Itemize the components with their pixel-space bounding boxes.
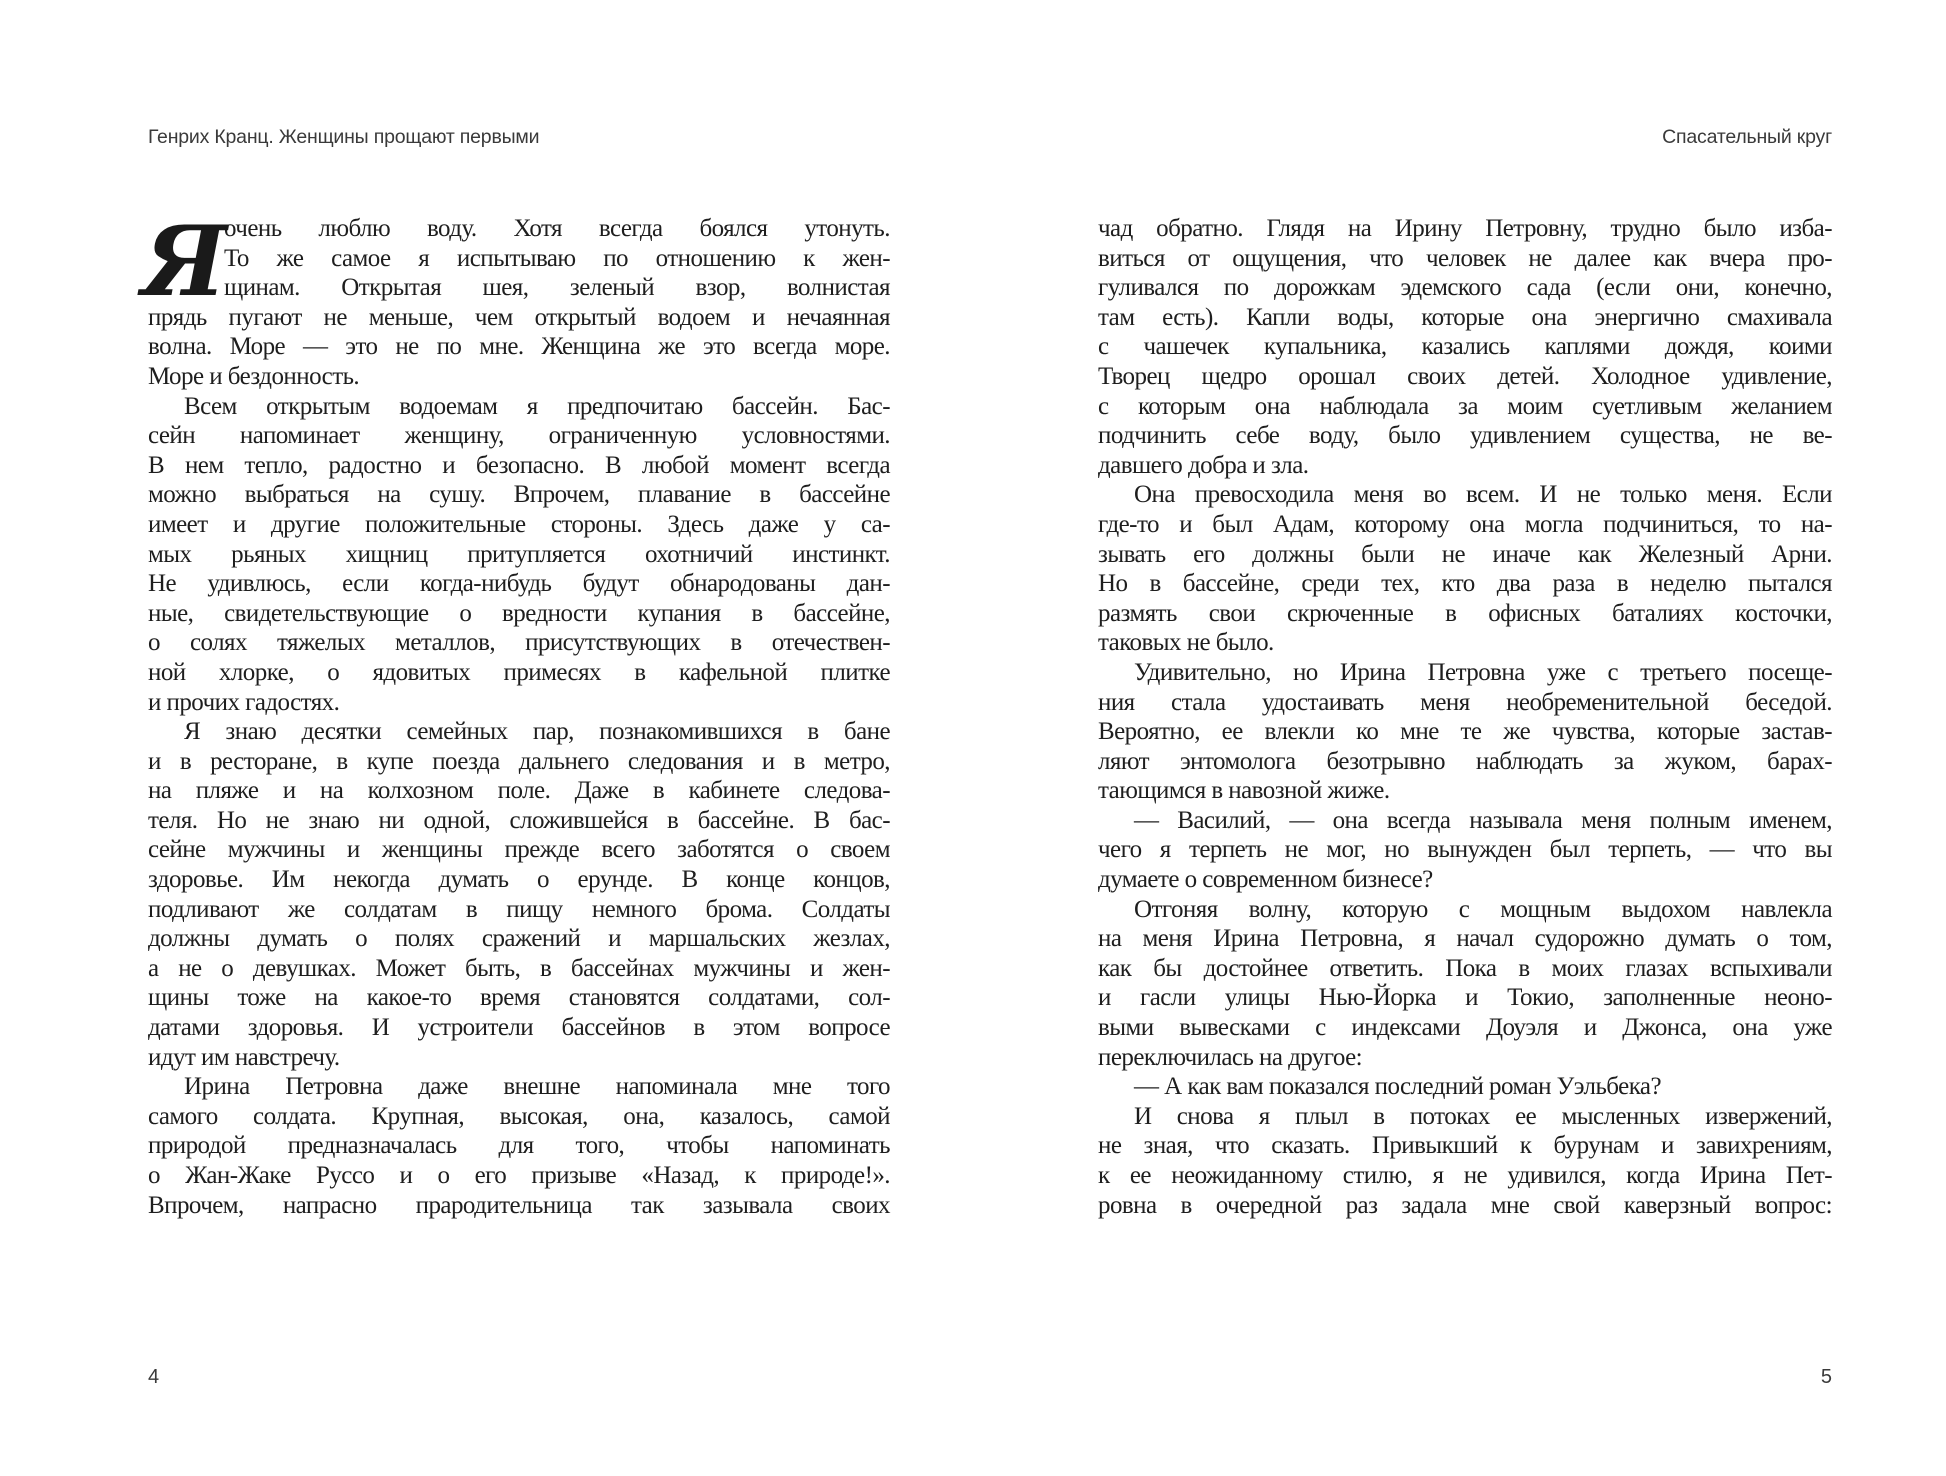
text-line: И снова я плыл в потоках ее мысленных извержений, bbox=[1134, 1102, 1832, 1130]
text-line: Вероятно, ее влекли ко мне те же чувства, которые застав- bbox=[1098, 718, 1832, 746]
text-line: выми вывесками с индексами Доуэля и Джонса, она уже bbox=[1098, 1014, 1832, 1042]
text-line: Не удивлюсь, если когда-нибудь будут обнародованы дан- bbox=[148, 570, 890, 598]
text-line: Удивительно, но Ирина Петровна уже с третьего посеще- bbox=[1134, 658, 1832, 686]
text-line: и прочих гадостях. bbox=[148, 688, 340, 716]
text-line: То же самое я испытываю по отношению к жен- bbox=[224, 244, 890, 272]
text-line: сейне мужчины и женщины прежде всего заботятся о своем bbox=[148, 836, 890, 864]
text-line: Творец щедро орошал своих детей. Холодное удивление, bbox=[1098, 362, 1832, 390]
text-line: давшего добра и зла. bbox=[1098, 451, 1309, 479]
text-line: самого солдата. Крупная, высокая, она, казалось, самой bbox=[148, 1102, 890, 1130]
text-line: где-то и был Адам, которому она могла подчиниться, то на- bbox=[1098, 510, 1832, 538]
text-line: должны думать о полях сражений и маршальских жезлах, bbox=[148, 925, 890, 953]
text-line: подливают же солдатам в пищу немного брома. Солдаты bbox=[148, 895, 890, 923]
text-line: с чашечек купальника, казались каплями дождя, коими bbox=[1098, 333, 1832, 361]
text-line: — Василий, — она всегда называла меня полным именем, bbox=[1134, 806, 1832, 834]
text-line: как бы достойнее ответить. Пока в моих глазах вспыхивали bbox=[1098, 954, 1832, 982]
text-line: чего я терпеть не мог, но вынужден был терпеть, — что вы bbox=[1098, 836, 1832, 864]
text-line: не зная, что сказать. Привыкший к бурунам и завихрениям, bbox=[1098, 1132, 1832, 1160]
text-line: на пляже и на колхозном поле. Даже в кабинете следова- bbox=[148, 777, 890, 805]
text-line: с которым она наблюдала за моим суетливым желанием bbox=[1098, 392, 1832, 420]
text-line: — А как вам показался последний роман Уэльбека? bbox=[1134, 1073, 1662, 1101]
text-line: тающимся в навозной жиже. bbox=[1098, 777, 1390, 805]
text-line: Она превосходила меня во всем. И не только меня. Если bbox=[1134, 481, 1832, 509]
text-line: щинам. Открытая шея, зеленый взор, волнистая bbox=[224, 274, 890, 302]
text-line: ной хлорке, о ядовитых примесях в кафельной плитке bbox=[148, 658, 890, 686]
text-line: а не о девушках. Может быть, в бассейнах мужчины и жен- bbox=[148, 954, 890, 982]
text-line: чад обратно. Глядя на Ирину Петровну, трудно было изба- bbox=[1098, 215, 1832, 242]
drop-cap: Я bbox=[142, 205, 227, 318]
text-line: идут им навстречу. bbox=[148, 1043, 340, 1071]
body-text-right bbox=[1098, 214, 1832, 1220]
text-line: и в ресторане, в купе поезда дальнего следования и в метро, bbox=[148, 747, 890, 775]
text-line: В нем тепло, радостно и безопасно. В любой момент всегда bbox=[148, 451, 890, 479]
text-line: здоровье. Им некогда думать о ерунде. В конце концов, bbox=[148, 866, 890, 894]
text-line: Но в бассейне, среди тех, кто два раза в неделю пытался bbox=[1098, 570, 1832, 598]
running-head-author-title: Генрих Кранц. Женщины прощают первыми bbox=[148, 126, 540, 148]
text-line: на меня Ирина Петровна, я начал судорожно думать о том, bbox=[1098, 925, 1832, 953]
page-number: 5 bbox=[1820, 1366, 1832, 1388]
left-page bbox=[142, 0, 890, 1476]
page-number: 4 bbox=[148, 1366, 160, 1388]
text-line: ния стала удостаивать меня необременительной беседой. bbox=[1098, 688, 1832, 716]
text-line: ляют энтомолога безотрывно наблюдать за жуком, барах- bbox=[1098, 747, 1832, 775]
text-line: и гасли улицы Нью-Йорка и Токио, заполненные неоно- bbox=[1098, 984, 1832, 1012]
text-line: прядь пугают не меньше, чем открытый водоем и нечаянная bbox=[148, 303, 890, 331]
text-line: зывать его должны были не иначе как Железный Арни. bbox=[1098, 540, 1832, 568]
text-line: таковых не было. bbox=[1098, 629, 1274, 657]
text-line: датами здоровья. И устроители бассейнов в этом вопросе bbox=[148, 1014, 890, 1042]
text-line: волна. Море — это не по мне. Женщина же это всегда море. bbox=[148, 333, 890, 361]
text-line: ные, свидетельствующие о вредности купания в бассейне, bbox=[148, 599, 890, 627]
text-line: Впрочем, напрасно прародительница так зазывала своих bbox=[148, 1191, 890, 1219]
text-line: там есть). Капли воды, которые она энергично смахивала bbox=[1098, 303, 1832, 331]
text-line: виться от ощущения, что человек не далее как вчера про- bbox=[1098, 244, 1832, 272]
text-line: природой предназначалась для того, чтобы напоминать bbox=[148, 1132, 890, 1160]
text-line: мых рьяных хищниц притупляется охотничий инстинкт. bbox=[148, 540, 890, 568]
text-line: сейн напоминает женщину, ограниченную условностями. bbox=[148, 422, 890, 450]
text-line: Всем открытым водоемам я предпочитаю бассейн. Бас- bbox=[184, 392, 890, 420]
text-line: Отгоняя волну, которую с мощным выдохом навлекла bbox=[1134, 895, 1832, 923]
text-line: щины тоже на какое-то время становятся солдатами, сол- bbox=[148, 984, 890, 1012]
text-line: думаете о современном бизнесе? bbox=[1098, 866, 1433, 894]
text-line: о Жан-Жаке Руссо и о его призыве «Назад, к природе!». bbox=[148, 1162, 890, 1189]
text-line: очень люблю воду. Хотя всегда боялся утонуть. bbox=[224, 215, 890, 242]
text-line: Я знаю десятки семейных пар, познакомившихся в бане bbox=[184, 718, 890, 746]
running-head-chapter-title: Спасательный круг bbox=[1662, 126, 1832, 148]
text-line: Ирина Петровна даже внешне напоминала мне того bbox=[184, 1073, 890, 1101]
text-line: подчинить себе воду, было удивлением существа, не ве- bbox=[1098, 422, 1832, 450]
text-line: ровна в очередной раз задала мне свой каверзный вопрос: bbox=[1098, 1191, 1832, 1219]
right-page bbox=[1098, 0, 1832, 1476]
text-line: гуливался по дорожкам эдемского сада (если они, конечно, bbox=[1098, 274, 1832, 302]
text-line: к ее неожиданному стилю, я не удивился, когда Ирина Пет- bbox=[1098, 1162, 1832, 1189]
text-line: размять свои скрюченные в офисных баталиях косточки, bbox=[1098, 599, 1832, 627]
text-line: Море и бездонность. bbox=[148, 362, 360, 390]
text-line: имеет и другие положительные стороны. Здесь даже у са- bbox=[148, 510, 890, 538]
text-line: переключилась на другое: bbox=[1098, 1043, 1363, 1071]
text-line: теля. Но не знаю ни одной, сложившейся в бассейне. В бас- bbox=[148, 806, 890, 834]
text-line: о солях тяжелых металлов, присутствующих в отечествен- bbox=[148, 629, 890, 657]
text-line: можно выбраться на сушу. Впрочем, плавание в бассейне bbox=[148, 481, 890, 509]
body-text-left bbox=[142, 205, 890, 1220]
